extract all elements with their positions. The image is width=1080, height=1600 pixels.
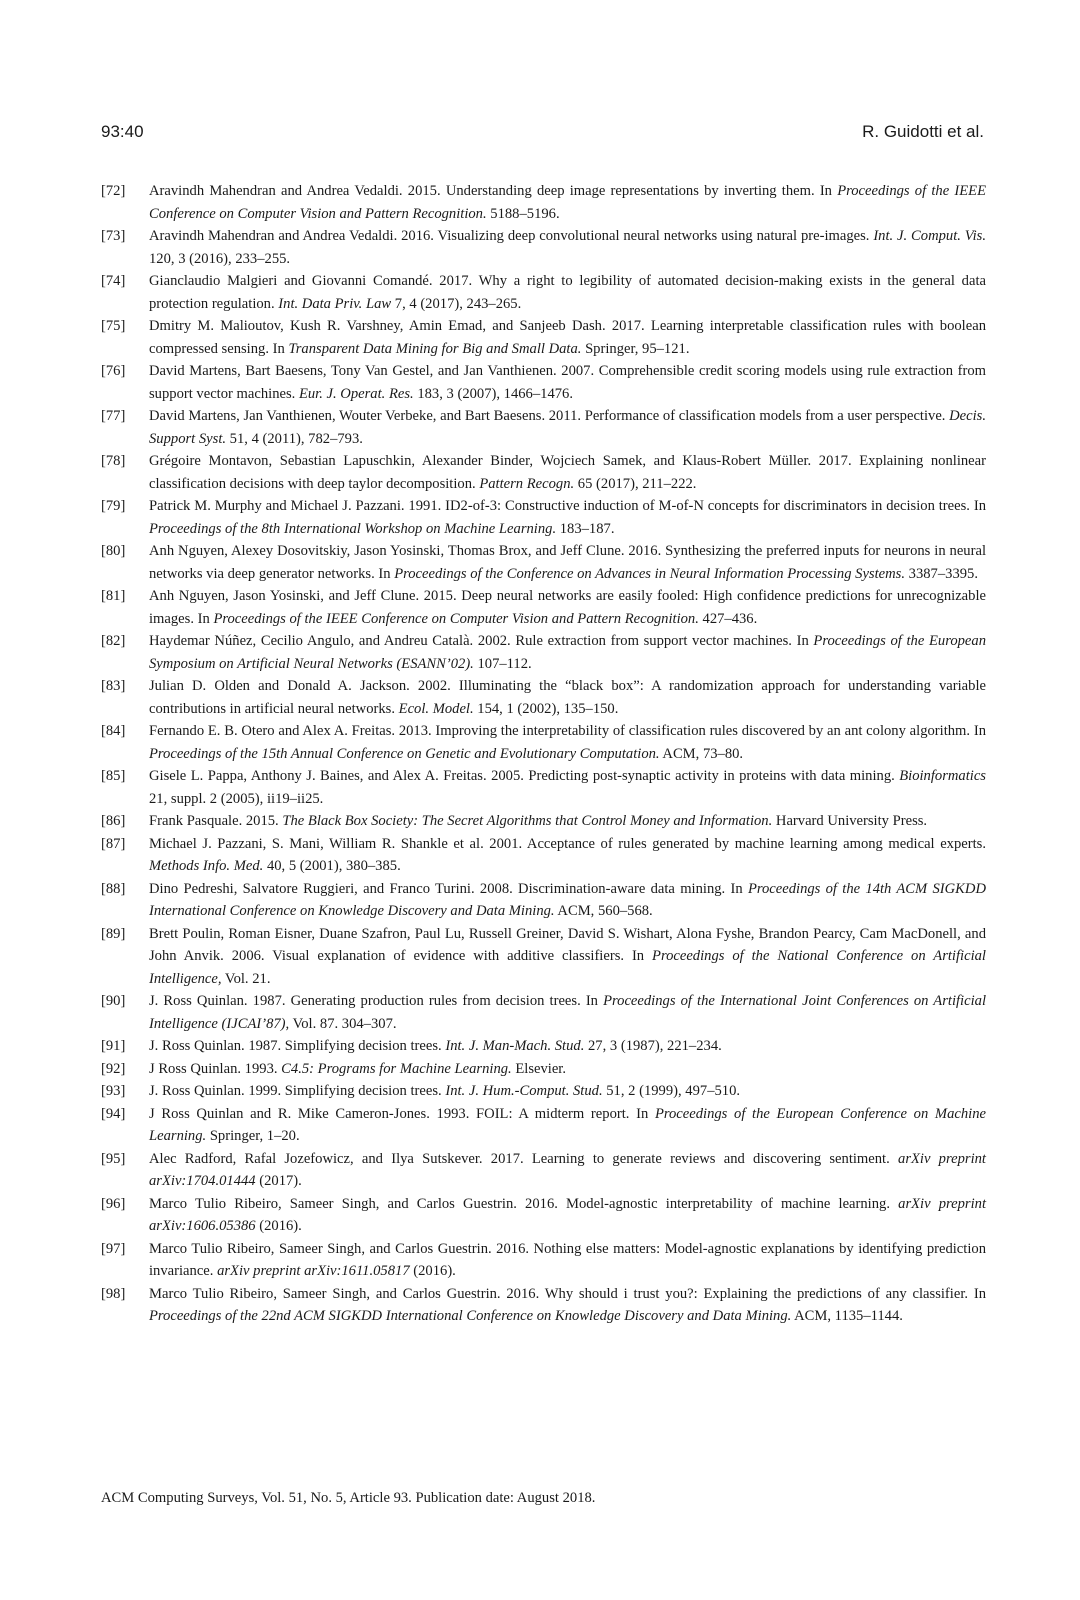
reference-details: Vol. 87. 304–307.: [289, 1015, 397, 1032]
reference-number: [77]: [101, 408, 126, 424]
reference-number: [93]: [101, 1083, 126, 1099]
reference-details: 27, 3 (1987), 221–234.: [584, 1038, 722, 1054]
reference-venue: Proceedings of the 14th ACM SIGKDD International Conference on Knowledge Discovery and Data Mining.: [149, 880, 986, 919]
reference-details: Harvard University Press.: [772, 813, 928, 829]
reference-venue: Proceedings of the National Conference on Artificial Intelligence,: [149, 948, 986, 987]
reference-entry: [101, 810, 986, 833]
reference-authors-title: Dino Pedreshi, Salvatore Ruggieri, and Franco Turini. 2008. Discrimination-aware data mining. In: [149, 880, 748, 897]
reference-venue: Proceedings of the 8th International Workshop on Machine Learning.: [149, 520, 557, 537]
reference-details: (2017).: [255, 1173, 302, 1189]
reference-venue: Proceedings of the Conference on Advances in Neural Information Processing Systems.: [394, 565, 906, 582]
reference-authors-title: Marco Tulio Ribeiro, Sameer Singh, and Carlos Guestrin. 2016. Model-agnostic interpretability of machine learning.: [149, 1195, 899, 1212]
reference-number: [96]: [101, 1195, 126, 1212]
reference-venue: Proceedings of the 15th Annual Conference on Genetic and Evolutionary Computation.: [149, 745, 660, 762]
reference-entry: [101, 180, 986, 225]
running-header: [101, 122, 984, 152]
reference-number: [87]: [101, 835, 126, 852]
reference-venue: C4.5: Programs for Machine Learning.: [281, 1060, 512, 1077]
reference-details: ACM, 73–80.: [659, 745, 744, 762]
reference-venue: Ecol. Model.: [398, 700, 474, 717]
reference-entry: [101, 1080, 986, 1103]
reference-venue: Proceedings of the IEEE Conference on Computer Vision and Pattern Recognition.: [149, 183, 986, 222]
reference-number: [76]: [101, 363, 126, 379]
reference-number: [92]: [101, 1060, 126, 1077]
reference-text: [149, 1083, 740, 1099]
reference-entry: [101, 923, 986, 991]
reference-entry: [101, 1103, 986, 1148]
reference-number: [88]: [101, 880, 126, 897]
reference-text: [149, 273, 986, 312]
reference-authors-title: David Martens, Bart Baesens, Tony Van Gestel, and Jan Vanthienen. 2007. Comprehensible credit scoring models using rule extraction from support vector machines.: [149, 363, 986, 402]
reference-venue: arXiv preprint arXiv:1704.01444: [149, 1150, 986, 1189]
reference-venue: arXiv preprint arXiv:1606.05386: [149, 1195, 987, 1234]
reference-entry: [101, 1058, 986, 1081]
reference-entry: [101, 540, 986, 585]
reference-entry: [101, 878, 986, 923]
reference-details: 7, 4 (2017), 243–265.: [391, 295, 522, 312]
reference-authors-title: Aravindh Mahendran and Andrea Vedaldi. 2016. Visualizing deep convolutional neural networks using natural pre-images.: [149, 228, 874, 244]
reference-text: [149, 1038, 722, 1054]
reference-entry: [101, 450, 986, 495]
reference-details: 3387–3395.: [905, 565, 978, 582]
reference-details: ACM, 560–568.: [554, 903, 653, 919]
reference-venue: Eur. J. Operat. Res.: [298, 385, 414, 402]
reference-text: [149, 1106, 986, 1145]
reference-details: 427–436.: [698, 610, 758, 627]
reference-entry: [101, 1193, 986, 1238]
reference-venue: Proceedings of the European Symposium on Artificial Neural Networks (ESANN’02).: [149, 633, 987, 672]
reference-details: 40, 5 (2001), 380–385.: [263, 858, 401, 874]
reference-details: (2016).: [409, 1263, 456, 1279]
reference-number: [75]: [101, 318, 126, 334]
reference-text: [149, 1151, 986, 1190]
reference-authors-title: Brett Poulin, Roman Eisner, Duane Szafron, Paul Lu, Russell Greiner, David S. Wishart, Alona Fyshe, Brandon Pearcy, Cam MacDonell, and John Anvik. 2006. Visual explanation of evidence with additive classifiers. In: [149, 925, 986, 964]
reference-authors-title: Dmitry M. Malioutov, Kush R. Varshney, Amin Emad, and Sanjeeb Dash. 2017. Learning interpretable classification rules with boolean compressed sensing. In: [149, 318, 986, 357]
journal-footer: ACM Computing Surveys, Vol. 51, No. 5, Article 93. Publication date: August 2018.: [101, 1490, 596, 1506]
reference-details: (2016).: [255, 1218, 302, 1234]
reference-number: [78]: [101, 453, 126, 469]
reference-number: [73]: [101, 228, 126, 244]
reference-text: [149, 881, 986, 920]
reference-venue: Pattern Recogn.: [479, 475, 575, 492]
reference-text: [149, 723, 986, 762]
reference-number: [81]: [101, 588, 126, 604]
reference-entry: [101, 833, 986, 878]
reference-authors-title: Fernando E. B. Otero and Alex A. Freitas. 2013. Improving the interpretability of classification rules discovered by an ant colony algorithm. In: [149, 723, 986, 739]
reference-text: [149, 678, 986, 717]
reference-entry: [101, 405, 986, 450]
reference-text: [149, 453, 986, 492]
reference-venue: Int. J. Hum.-Comput. Stud.: [445, 1083, 603, 1099]
reference-venue: Proceedings of the International Joint Conferences on Artificial Intelligence (IJCAI’87),: [149, 993, 986, 1032]
reference-venue: The Black Box Society: The Secret Algorithms that Control Money and Information.: [282, 813, 773, 829]
reference-text: [149, 768, 986, 807]
reference-authors-title: Gianclaudio Malgieri and Giovanni Comandé. 2017. Why a right to legibility of automated decision-making exists in the general data protection regulation.: [149, 273, 986, 312]
reference-details: 21, suppl. 2 (2005), ii19–ii25.: [149, 790, 324, 807]
reference-number: [79]: [101, 498, 126, 514]
page-number: 93:40: [101, 122, 144, 141]
reference-details: Vol. 21.: [221, 970, 271, 987]
reference-authors-title: Anh Nguyen, Jason Yosinski, and Jeff Clune. 2015. Deep neural networks are easily fooled: High confidence predictions for unrecognizable images. In: [149, 588, 986, 627]
reference-authors-title: Gisele L. Pappa, Anthony J. Baines, and Alex A. Freitas. 2005. Predicting post-synaptic activity in proteins with data mining.: [149, 768, 900, 784]
reference-entry: [101, 495, 986, 540]
reference-entry: [101, 990, 986, 1035]
reference-authors-title: Aravindh Mahendran and Andrea Vedaldi. 2015. Understanding deep image representations by inverting them. In: [149, 183, 838, 199]
reference-entry: [101, 630, 986, 675]
reference-authors-title: Julian D. Olden and Donald A. Jackson. 2002. Illuminating the “black box”: A randomization approach for understanding variable contributions in artificial neural networks.: [149, 678, 986, 717]
reference-authors-title: J Ross Quinlan. 1993.: [149, 1060, 282, 1077]
reference-authors-title: Alec Radford, Rafal Jozefowicz, and Ilya Sutskever. 2017. Learning to generate reviews and discovering sentiment.: [149, 1150, 899, 1167]
reference-venue: Int. Data Priv. Law: [278, 295, 392, 312]
reference-authors-title: J. Ross Quinlan. 1987. Simplifying decision trees.: [149, 1038, 446, 1054]
reference-venue: arXiv preprint arXiv:1611.05817: [217, 1263, 410, 1279]
reference-details: 65 (2017), 211–222.: [574, 475, 697, 492]
reference-authors-title: Grégoire Montavon, Sebastian Lapuschkin, Alexander Binder, Wojciech Samek, and Klaus-Robert Müller. 2017. Explaining nonlinear classification decisions with deep taylor decomposition.: [149, 453, 986, 492]
reference-text: [149, 183, 986, 222]
reference-authors-title: Marco Tulio Ribeiro, Sameer Singh, and Carlos Guestrin. 2016. Why should i trust you?: Explaining the predictions of any classifier. In: [149, 1285, 986, 1302]
reference-entry: [101, 720, 986, 765]
reference-number: [84]: [101, 723, 126, 739]
reference-text: [149, 1241, 986, 1280]
reference-details: 5188–5196.: [486, 205, 560, 222]
reference-number: [82]: [101, 633, 126, 649]
reference-details: 183, 3 (2007), 1466–1476.: [413, 385, 573, 402]
reference-number: [86]: [101, 813, 126, 829]
reference-number: [95]: [101, 1150, 126, 1167]
reference-number: [85]: [101, 768, 126, 784]
reference-details: 183–187.: [556, 520, 615, 537]
reference-details: 154, 1 (2002), 135–150.: [473, 700, 619, 717]
reference-details: 107–112.: [473, 655, 532, 672]
reference-authors-title: Anh Nguyen, Alexey Dosovitskiy, Jason Yosinski, Thomas Brox, and Jeff Clune. 2016. Synthesizing the preferred inputs for neurons in neural networks via deep generator networks. In: [149, 543, 986, 582]
reference-list: [101, 180, 986, 1328]
reference-number: [80]: [101, 543, 126, 559]
reference-text: [149, 318, 986, 357]
reference-number: [91]: [101, 1038, 126, 1054]
reference-text: [149, 588, 986, 627]
reference-authors-title: Michael J. Pazzani, S. Mani, William R. Shankle et al. 2001. Acceptance of rules generated by machine learning among medical experts.: [149, 835, 986, 852]
reference-text: [149, 543, 986, 582]
reference-text: [149, 498, 986, 537]
reference-venue: Proceedings of the European Conference on Machine Learning.: [149, 1105, 986, 1144]
reference-number: [72]: [101, 183, 126, 199]
reference-number: [89]: [101, 925, 126, 942]
reference-entry: [101, 765, 986, 810]
reference-details: 51, 2 (1999), 497–510.: [602, 1083, 741, 1099]
reference-text: [149, 408, 986, 447]
reference-details: 51, 4 (2011), 782–793.: [226, 430, 363, 447]
reference-details: Springer, 1–20.: [206, 1128, 300, 1144]
reference-entry: [101, 225, 986, 270]
reference-entry: [101, 1283, 986, 1328]
reference-venue: Int. J. Man-Mach. Stud.: [445, 1038, 585, 1054]
reference-text: [149, 1061, 566, 1077]
reference-venue: Transparent Data Mining for Big and Small Data.: [288, 340, 582, 357]
reference-authors-title: Frank Pasquale. 2015.: [149, 813, 283, 829]
reference-text: [149, 1196, 986, 1235]
reference-text: [149, 836, 986, 875]
reference-text: [149, 1286, 986, 1325]
reference-entry: [101, 360, 986, 405]
reference-details: Springer, 95–121.: [581, 340, 690, 357]
reference-text: [149, 363, 986, 402]
reference-entry: [101, 675, 986, 720]
reference-number: [74]: [101, 273, 126, 289]
reference-number: [90]: [101, 993, 126, 1009]
reference-details: 120, 3 (2016), 233–255.: [149, 250, 291, 267]
reference-text: [149, 926, 986, 987]
reference-authors-title: J. Ross Quinlan. 1987. Generating production rules from decision trees. In: [149, 993, 604, 1009]
reference-venue: Decis. Support Syst.: [149, 408, 986, 447]
reference-details: Elsevier.: [511, 1060, 567, 1077]
reference-text: [149, 993, 986, 1032]
reference-venue: Int. J. Comput. Vis.: [873, 228, 986, 244]
reference-entry: [101, 1148, 986, 1193]
reference-venue: Proceedings of the IEEE Conference on Computer Vision and Pattern Recognition.: [213, 610, 699, 627]
reference-text: [149, 633, 986, 672]
reference-text: [149, 228, 986, 267]
reference-venue: Proceedings of the 22nd ACM SIGKDD International Conference on Knowledge Discovery and Data Mining.: [149, 1308, 792, 1324]
reference-number: [83]: [101, 678, 126, 694]
reference-entry: [101, 585, 986, 630]
reference-venue: Bioinformatics: [899, 768, 986, 784]
reference-text: [149, 813, 927, 829]
reference-entry: [101, 1035, 986, 1058]
reference-authors-title: J Ross Quinlan and R. Mike Cameron-Jones. 1993. FOIL: A midterm report. In: [149, 1105, 655, 1122]
running-authors: R. Guidotti et al.: [862, 122, 984, 141]
reference-authors-title: Haydemar Núñez, Cecilio Angulo, and Andreu Català. 2002. Rule extraction from support vector machines. In: [149, 633, 814, 649]
reference-entry: [101, 1238, 986, 1283]
reference-authors-title: David Martens, Jan Vanthienen, Wouter Verbeke, and Bart Baesens. 2011. Performance of classification models from a user perspective.: [149, 408, 950, 424]
reference-entry: [101, 270, 986, 315]
reference-number: [94]: [101, 1105, 126, 1122]
reference-entry: [101, 315, 986, 360]
reference-authors-title: J. Ross Quinlan. 1999. Simplifying decision trees.: [149, 1083, 446, 1099]
reference-number: [97]: [101, 1240, 126, 1257]
reference-number: [98]: [101, 1285, 126, 1302]
reference-authors-title: Marco Tulio Ribeiro, Sameer Singh, and Carlos Guestrin. 2016. Nothing else matters: Model-agnostic explanations by identifying prediction invariance.: [149, 1240, 986, 1279]
reference-venue: Methods Info. Med.: [149, 858, 264, 874]
reference-details: ACM, 1135–1144.: [791, 1308, 903, 1324]
reference-authors-title: Patrick M. Murphy and Michael J. Pazzani. 1991. ID2-of-3: Constructive induction of M-of-N concepts for discriminators in decision trees. In: [149, 498, 986, 514]
